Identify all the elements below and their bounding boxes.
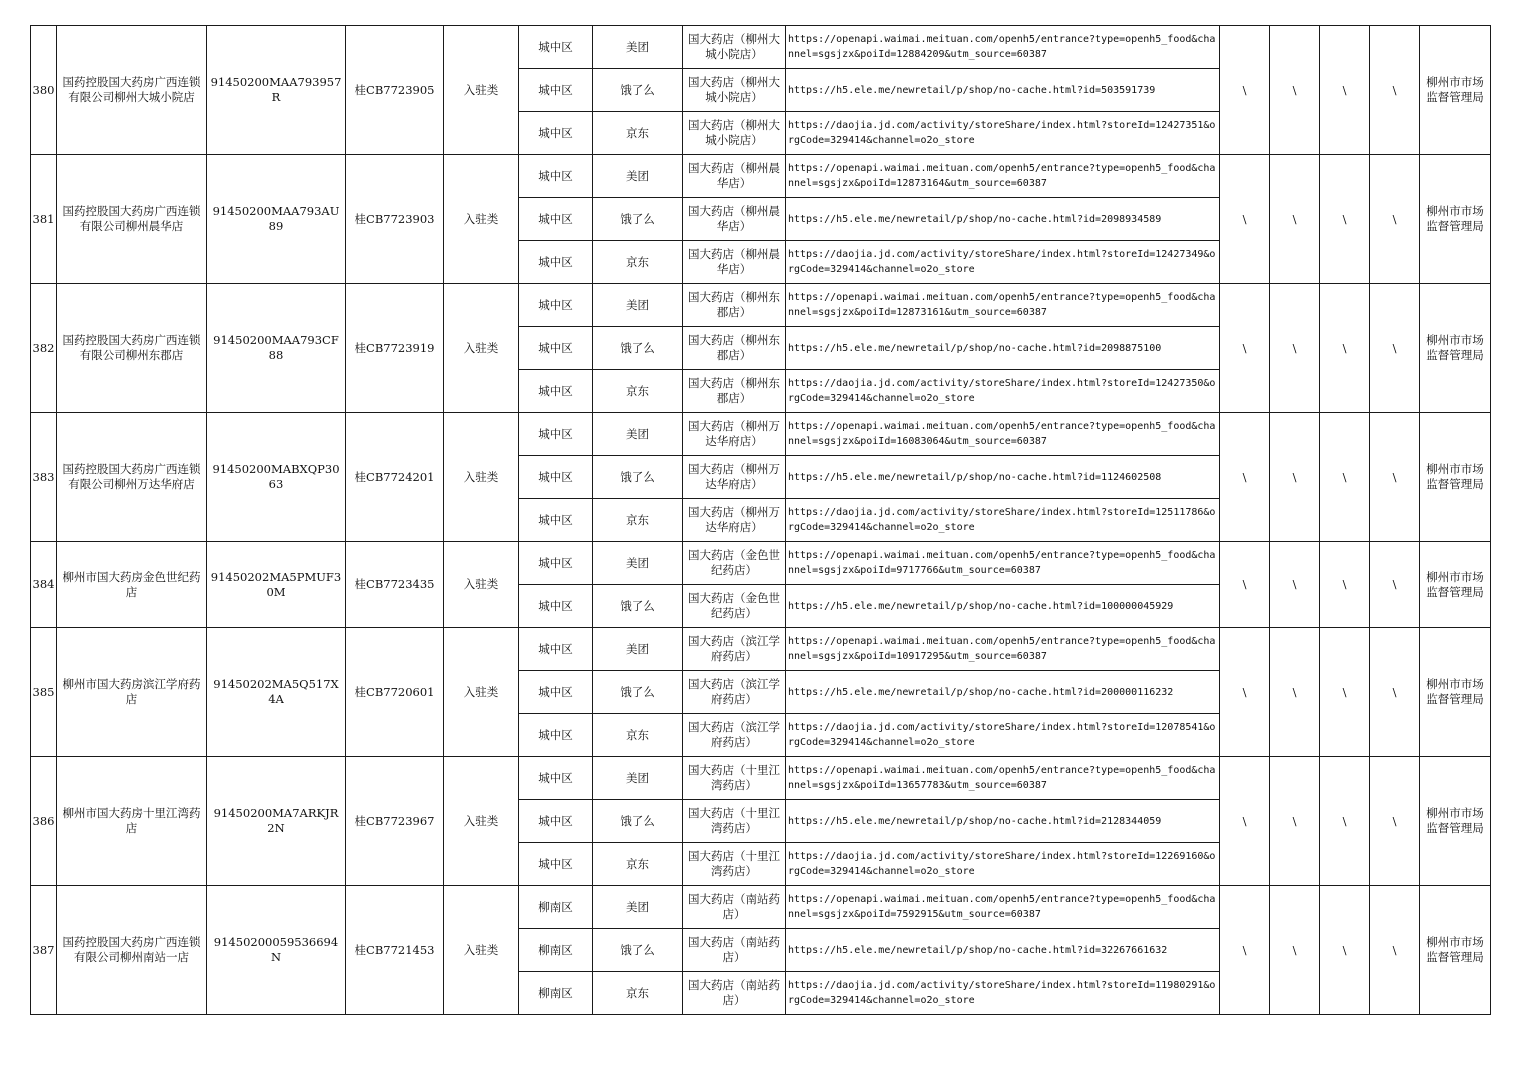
empty-field-1: \ — [1220, 284, 1270, 413]
empty-field-3: \ — [1320, 26, 1370, 155]
empty-field-4: \ — [1370, 413, 1420, 542]
empty-field-3: \ — [1320, 413, 1370, 542]
empty-field-1: \ — [1220, 26, 1270, 155]
district: 城中区 — [519, 757, 593, 800]
store-url: https://openapi.waimai.meituan.com/openh5/entrance?type=openh5_food&channel=sgsjzx&poiId=12884209&utm_source=60387 — [786, 26, 1220, 69]
table-row — [31, 628, 1491, 671]
district: 城中区 — [519, 800, 593, 843]
empty-field-3: \ — [1320, 757, 1370, 886]
store-name: 国大药店（十里江湾药店） — [683, 843, 786, 886]
platform: 京东 — [593, 714, 683, 757]
store-name: 国大药店（柳州大城小院店） — [683, 69, 786, 112]
table-row — [31, 413, 1491, 456]
platform: 京东 — [593, 370, 683, 413]
credit-code: 91450200059536694N — [207, 886, 346, 1015]
empty-field-3: \ — [1320, 155, 1370, 284]
district: 城中区 — [519, 370, 593, 413]
authority: 柳州市市场监督管理局 — [1420, 413, 1491, 542]
store-name: 国大药店（柳州晨华店） — [683, 198, 786, 241]
empty-field-4: \ — [1370, 628, 1420, 757]
category: 入驻类 — [444, 155, 519, 284]
empty-field-2: \ — [1270, 155, 1320, 284]
category: 入驻类 — [444, 886, 519, 1015]
credit-code: 91450200MAA793AU89 — [207, 155, 346, 284]
enterprise-name: 国药控股国大药房广西连锁有限公司柳州大城小院店 — [57, 26, 207, 155]
store-url: https://daojia.jd.com/activity/storeShare/index.html?storeId=12078541&orgCode=329414&channel=o2o_store — [786, 714, 1220, 757]
platform: 饿了么 — [593, 69, 683, 112]
category: 入驻类 — [444, 26, 519, 155]
platform: 美团 — [593, 542, 683, 585]
store-name: 国大药店（柳州大城小院店） — [683, 26, 786, 69]
district: 城中区 — [519, 843, 593, 886]
platform: 京东 — [593, 241, 683, 284]
empty-field-2: \ — [1270, 886, 1320, 1015]
store-name: 国大药店（金色世纪药店） — [683, 585, 786, 628]
store-name: 国大药店（金色世纪药店） — [683, 542, 786, 585]
platform: 美团 — [593, 628, 683, 671]
store-url: https://h5.ele.me/newretail/p/shop/no-cache.html?id=503591739 — [786, 69, 1220, 112]
row-index: 387 — [31, 886, 57, 1015]
platform: 饿了么 — [593, 456, 683, 499]
store-name: 国大药店（柳州万达华府店） — [683, 499, 786, 542]
store-url: https://h5.ele.me/newretail/p/shop/no-cache.html?id=32267661632 — [786, 929, 1220, 972]
empty-field-2: \ — [1270, 413, 1320, 542]
platform: 京东 — [593, 499, 683, 542]
store-url: https://openapi.waimai.meituan.com/openh5/entrance?type=openh5_food&channel=sgsjzx&poiId=12873161&utm_source=60387 — [786, 284, 1220, 327]
document-page — [30, 25, 1491, 1015]
store-url: https://daojia.jd.com/activity/storeShare/index.html?storeId=12511786&orgCode=329414&channel=o2o_store — [786, 499, 1220, 542]
category: 入驻类 — [444, 284, 519, 413]
district: 柳南区 — [519, 886, 593, 929]
district: 柳南区 — [519, 929, 593, 972]
district: 城中区 — [519, 112, 593, 155]
category: 入驻类 — [444, 628, 519, 757]
platform: 饿了么 — [593, 327, 683, 370]
district: 城中区 — [519, 155, 593, 198]
store-name: 国大药店（十里江湾药店） — [683, 800, 786, 843]
empty-field-4: \ — [1370, 757, 1420, 886]
empty-field-4: \ — [1370, 284, 1420, 413]
empty-field-1: \ — [1220, 757, 1270, 886]
empty-field-4: \ — [1370, 886, 1420, 1015]
category: 入驻类 — [444, 413, 519, 542]
platform: 饿了么 — [593, 800, 683, 843]
store-url: https://openapi.waimai.meituan.com/openh5/entrance?type=openh5_food&channel=sgsjzx&poiId=10917295&utm_source=60387 — [786, 628, 1220, 671]
store-url: https://h5.ele.me/newretail/p/shop/no-cache.html?id=2128344059 — [786, 800, 1220, 843]
enterprise-name: 国药控股国大药房广西连锁有限公司柳州南站一店 — [57, 886, 207, 1015]
row-index: 383 — [31, 413, 57, 542]
credit-code: 91450200MA7ARKJR2N — [207, 757, 346, 886]
store-url: https://daojia.jd.com/activity/storeShare/index.html?storeId=12427350&orgCode=329414&channel=o2o_store — [786, 370, 1220, 413]
enterprise-name: 柳州市国大药房十里江湾药店 — [57, 757, 207, 886]
empty-field-1: \ — [1220, 628, 1270, 757]
store-url: https://daojia.jd.com/activity/storeShare/index.html?storeId=12427351&orgCode=329414&channel=o2o_store — [786, 112, 1220, 155]
store-url: https://daojia.jd.com/activity/storeShare/index.html?storeId=12269160&orgCode=329414&channel=o2o_store — [786, 843, 1220, 886]
store-url: https://h5.ele.me/newretail/p/shop/no-cache.html?id=2098875100 — [786, 327, 1220, 370]
table-row — [31, 155, 1491, 198]
platform: 美团 — [593, 26, 683, 69]
credit-code: 91450200MABXQP3063 — [207, 413, 346, 542]
empty-field-3: \ — [1320, 542, 1370, 628]
platform: 美团 — [593, 757, 683, 800]
empty-field-3: \ — [1320, 284, 1370, 413]
store-name: 国大药店（滨江学府药店） — [683, 628, 786, 671]
store-name: 国大药店（柳州晨华店） — [683, 155, 786, 198]
district: 柳南区 — [519, 972, 593, 1015]
row-index: 386 — [31, 757, 57, 886]
table-row — [31, 886, 1491, 929]
empty-field-2: \ — [1270, 628, 1320, 757]
store-url: https://h5.ele.me/newretail/p/shop/no-cache.html?id=1124602508 — [786, 456, 1220, 499]
authority: 柳州市市场监督管理局 — [1420, 542, 1491, 628]
license-number: 桂CB7723435 — [346, 542, 444, 628]
store-name: 国大药店（柳州万达华府店） — [683, 456, 786, 499]
category: 入驻类 — [444, 757, 519, 886]
platform: 美团 — [593, 413, 683, 456]
store-url: https://daojia.jd.com/activity/storeShare/index.html?storeId=11980291&orgCode=329414&channel=o2o_store — [786, 972, 1220, 1015]
district: 城中区 — [519, 26, 593, 69]
license-number: 桂CB7723903 — [346, 155, 444, 284]
store-name: 国大药店（南站药店） — [683, 972, 786, 1015]
credit-code: 91450202MA5Q517X4A — [207, 628, 346, 757]
district: 城中区 — [519, 241, 593, 284]
authority: 柳州市市场监督管理局 — [1420, 886, 1491, 1015]
district: 城中区 — [519, 714, 593, 757]
row-index: 382 — [31, 284, 57, 413]
platform: 饿了么 — [593, 585, 683, 628]
credit-code: 91450202MA5PMUF30M — [207, 542, 346, 628]
empty-field-1: \ — [1220, 155, 1270, 284]
store-name: 国大药店（柳州东郡店） — [683, 370, 786, 413]
empty-field-4: \ — [1370, 26, 1420, 155]
empty-field-3: \ — [1320, 628, 1370, 757]
store-name: 国大药店（柳州大城小院店） — [683, 112, 786, 155]
platform: 美团 — [593, 155, 683, 198]
store-url: https://openapi.waimai.meituan.com/openh5/entrance?type=openh5_food&channel=sgsjzx&poiId=13657783&utm_source=60387 — [786, 757, 1220, 800]
empty-field-2: \ — [1270, 757, 1320, 886]
store-name: 国大药店（十里江湾药店） — [683, 757, 786, 800]
district: 城中区 — [519, 456, 593, 499]
store-url: https://h5.ele.me/newretail/p/shop/no-cache.html?id=100000045929 — [786, 585, 1220, 628]
platform: 美团 — [593, 886, 683, 929]
license-number: 桂CB7720601 — [346, 628, 444, 757]
credit-code: 91450200MAA793957R — [207, 26, 346, 155]
store-url: https://daojia.jd.com/activity/storeShare/index.html?storeId=12427349&orgCode=329414&channel=o2o_store — [786, 241, 1220, 284]
row-index: 384 — [31, 542, 57, 628]
store-name: 国大药店（南站药店） — [683, 886, 786, 929]
enterprise-name: 国药控股国大药房广西连锁有限公司柳州晨华店 — [57, 155, 207, 284]
district: 城中区 — [519, 671, 593, 714]
platform: 京东 — [593, 843, 683, 886]
district: 城中区 — [519, 198, 593, 241]
empty-field-3: \ — [1320, 886, 1370, 1015]
platform: 京东 — [593, 972, 683, 1015]
district: 城中区 — [519, 327, 593, 370]
authority: 柳州市市场监督管理局 — [1420, 284, 1491, 413]
authority: 柳州市市场监督管理局 — [1420, 155, 1491, 284]
empty-field-2: \ — [1270, 542, 1320, 628]
store-name: 国大药店（滨江学府药店） — [683, 714, 786, 757]
store-name: 国大药店（南站药店） — [683, 929, 786, 972]
enterprise-name: 国药控股国大药房广西连锁有限公司柳州万达华府店 — [57, 413, 207, 542]
platform: 美团 — [593, 284, 683, 327]
district: 城中区 — [519, 69, 593, 112]
empty-field-2: \ — [1270, 26, 1320, 155]
district: 城中区 — [519, 413, 593, 456]
store-url: https://h5.ele.me/newretail/p/shop/no-cache.html?id=200000116232 — [786, 671, 1220, 714]
store-url: https://openapi.waimai.meituan.com/openh5/entrance?type=openh5_food&channel=sgsjzx&poiId=12873164&utm_source=60387 — [786, 155, 1220, 198]
license-number: 桂CB7723905 — [346, 26, 444, 155]
table-body — [31, 26, 1491, 1015]
district: 城中区 — [519, 585, 593, 628]
store-name: 国大药店（柳州万达华府店） — [683, 413, 786, 456]
authority: 柳州市市场监督管理局 — [1420, 628, 1491, 757]
table-row — [31, 26, 1491, 69]
store-url: https://openapi.waimai.meituan.com/openh5/entrance?type=openh5_food&channel=sgsjzx&poiId=9717766&utm_source=60387 — [786, 542, 1220, 585]
district: 城中区 — [519, 628, 593, 671]
store-name: 国大药店（滨江学府药店） — [683, 671, 786, 714]
license-number: 桂CB7723967 — [346, 757, 444, 886]
platform: 饿了么 — [593, 929, 683, 972]
registry-table — [30, 25, 1491, 1015]
empty-field-1: \ — [1220, 542, 1270, 628]
platform: 饿了么 — [593, 671, 683, 714]
platform: 京东 — [593, 112, 683, 155]
store-name: 国大药店（柳州东郡店） — [683, 284, 786, 327]
platform: 饿了么 — [593, 198, 683, 241]
authority: 柳州市市场监督管理局 — [1420, 757, 1491, 886]
row-index: 381 — [31, 155, 57, 284]
store-url: https://h5.ele.me/newretail/p/shop/no-cache.html?id=2098934589 — [786, 198, 1220, 241]
store-url: https://openapi.waimai.meituan.com/openh5/entrance?type=openh5_food&channel=sgsjzx&poiId=16083064&utm_source=60387 — [786, 413, 1220, 456]
category: 入驻类 — [444, 542, 519, 628]
store-name: 国大药店（柳州东郡店） — [683, 327, 786, 370]
enterprise-name: 柳州市国大药房滨江学府药店 — [57, 628, 207, 757]
store-url: https://openapi.waimai.meituan.com/openh5/entrance?type=openh5_food&channel=sgsjzx&poiId=7592915&utm_source=60387 — [786, 886, 1220, 929]
license-number: 桂CB7724201 — [346, 413, 444, 542]
credit-code: 91450200MAA793CF88 — [207, 284, 346, 413]
district: 城中区 — [519, 542, 593, 585]
license-number: 桂CB7721453 — [346, 886, 444, 1015]
empty-field-2: \ — [1270, 284, 1320, 413]
row-index: 380 — [31, 26, 57, 155]
enterprise-name: 柳州市国大药房金色世纪药店 — [57, 542, 207, 628]
row-index: 385 — [31, 628, 57, 757]
empty-field-4: \ — [1370, 155, 1420, 284]
table-row — [31, 542, 1491, 585]
empty-field-1: \ — [1220, 886, 1270, 1015]
district: 城中区 — [519, 284, 593, 327]
enterprise-name: 国药控股国大药房广西连锁有限公司柳州东郡店 — [57, 284, 207, 413]
table-row — [31, 757, 1491, 800]
empty-field-4: \ — [1370, 542, 1420, 628]
district: 城中区 — [519, 499, 593, 542]
authority: 柳州市市场监督管理局 — [1420, 26, 1491, 155]
license-number: 桂CB7723919 — [346, 284, 444, 413]
table-row — [31, 284, 1491, 327]
store-name: 国大药店（柳州晨华店） — [683, 241, 786, 284]
empty-field-1: \ — [1220, 413, 1270, 542]
